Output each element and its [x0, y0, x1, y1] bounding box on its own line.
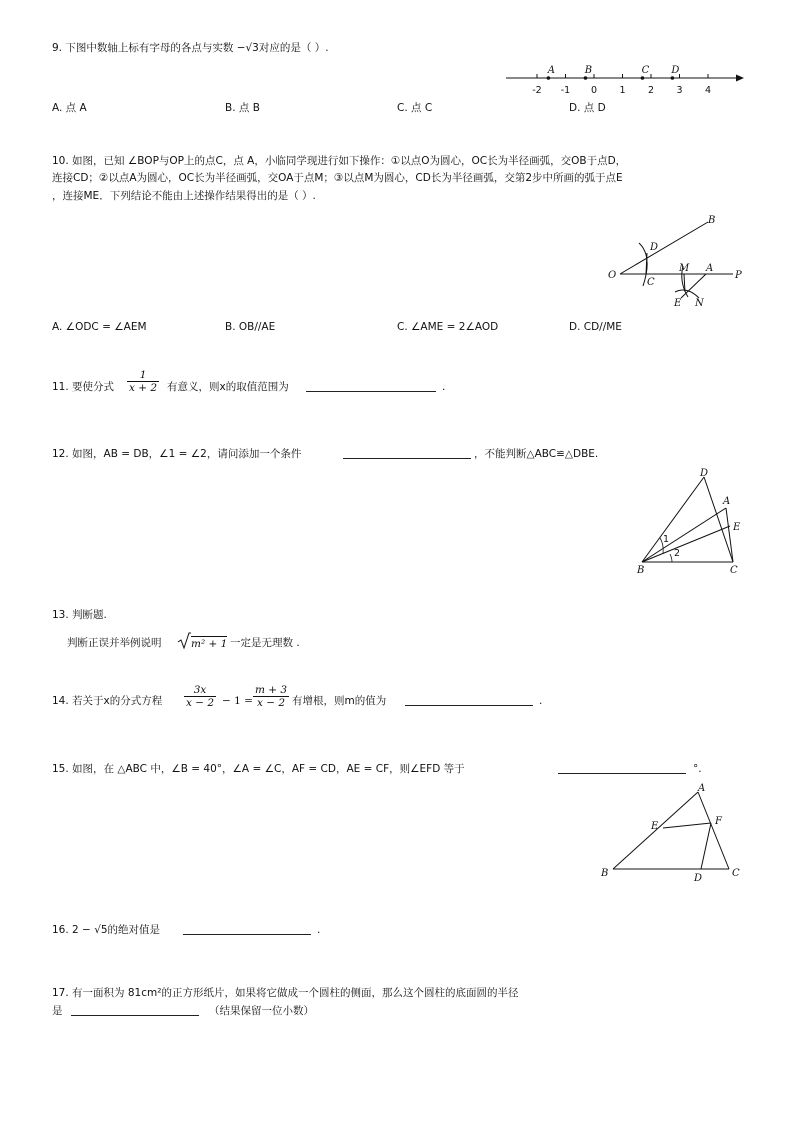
q17-line2-suffix: （结果保留一位小数） — [209, 1005, 314, 1017]
q12-suffix: ，不能判断△ABC≌△DBE. — [474, 448, 599, 460]
q15-label-a: A — [698, 783, 706, 794]
q17-line2-prefix: 是 — [52, 1005, 63, 1017]
q10-line3: ，连接ME．下列结论不能由上述操作结果得出的是（ ）. — [52, 190, 316, 202]
q15-label-d: D — [694, 873, 703, 884]
q14-numerator-left: 3x — [193, 684, 207, 696]
q11-suffix: 有意义，则x的取值范围为 — [167, 381, 289, 393]
q9-point-label-c: C — [641, 65, 650, 76]
q16-prefix: 16. 2 − √5的绝对值是 — [52, 924, 161, 936]
q12-figure — [634, 468, 754, 578]
q9-point-d — [671, 76, 675, 80]
q9-point-label-d: D — [671, 65, 680, 76]
q10-label-e: E — [674, 298, 682, 309]
q12-label-e: E — [733, 522, 741, 533]
q10-label-o: O — [608, 270, 617, 281]
q9-axis-tick-label: 4 — [704, 85, 712, 96]
q12-label-c: C — [730, 565, 738, 576]
q10-label-d: D — [650, 242, 659, 253]
q10-option-d[interactable]: D. CD//ME — [569, 321, 622, 333]
q14-numerator-right: m + 3 — [255, 684, 288, 696]
q9-point-b — [584, 76, 588, 80]
q10-figure — [605, 214, 765, 314]
q9-option-a[interactable]: A. 点 A — [52, 102, 87, 114]
q11-end: . — [442, 381, 446, 393]
q9-number-line — [500, 62, 750, 98]
q11-prefix: 11. 要使分式 — [52, 381, 115, 393]
q12-label-a: A — [723, 496, 731, 507]
q10-label-m: M — [679, 263, 690, 274]
q16-answer-blank[interactable] — [183, 922, 311, 935]
q11-answer-blank[interactable] — [306, 379, 436, 392]
q14-answer-blank[interactable] — [405, 693, 533, 706]
q15-label-b: B — [601, 868, 609, 879]
q15-label-f: F — [715, 816, 722, 827]
q17-answer-blank[interactable] — [71, 1003, 199, 1016]
q14-middle: − 1 = — [222, 695, 253, 707]
q12-label-b: B — [637, 565, 645, 576]
q12-label-1: 1 — [663, 534, 670, 545]
q14-fraction-right — [253, 684, 289, 709]
q10-label-c: C — [647, 277, 655, 288]
q9-axis-tick-label: 3 — [676, 85, 683, 96]
q10-option-c[interactable]: C. ∠AME = 2∠AOD — [397, 321, 499, 333]
q15-end: °. — [693, 763, 702, 775]
q13-radicand: m² + 1 — [191, 638, 228, 650]
q15-label-c: C — [732, 868, 740, 879]
q15-label-e: E — [651, 821, 659, 832]
q9-text: 9. 下图中数轴上标有字母的各点与实数 −√3对应的是（ ）. — [52, 42, 329, 54]
q10-line2: 连接CD；②以点A为圆心，OC长为半径画弧，交OA于点M；③以点M为圆心，CD长为半径画弧，交第2步中所画的弧于点E — [52, 172, 623, 184]
q9-option-d[interactable]: D. 点 D — [569, 102, 606, 114]
q14-suffix: 有增根，则m的值为 — [292, 695, 387, 707]
q10-line1: 10. 如图，已知 ∠BOP与OP上的点C，点 A，小临同学现进行如下操作：①以点O为圆心，OC长为半径画弧，交OB于点D， — [52, 155, 627, 167]
q15-answer-blank[interactable] — [558, 761, 686, 774]
q15-figure — [598, 782, 748, 882]
q9-axis-tick-label: 1 — [619, 85, 626, 96]
q9-point-label-b: B — [584, 65, 593, 76]
q9-axis-tick-label: 0 — [590, 85, 598, 96]
q13-body-suffix: 一定是无理数 . — [230, 637, 300, 649]
q17-line1: 17. 有一面积为 81cm²的正方形纸片，如果将它做成一个圆柱的侧面，那么这个圆柱的底面圆的半径 — [52, 987, 519, 999]
q14-prefix: 14. 若关于x的分式方程 — [52, 695, 163, 707]
q9-option-c[interactable]: C. 点 C — [397, 102, 433, 114]
q14-end: . — [539, 695, 543, 707]
q10-label-p: P — [735, 270, 742, 281]
q14-denominator-right: x − 2 — [257, 697, 286, 709]
q9-axis-tick-label: 2 — [647, 85, 655, 96]
q10-label-a: A — [706, 263, 714, 274]
q10-label-b: B — [708, 215, 716, 226]
q11-numerator: 1 — [139, 369, 147, 381]
q10-label-n: N — [695, 298, 704, 309]
q16-end: . — [317, 924, 321, 936]
q12-prefix: 12. 如图，AB = DB，∠1 = ∠2，请问添加一个条件 — [52, 448, 302, 460]
q9-point-label-a: A — [547, 65, 556, 76]
q12-answer-blank[interactable] — [343, 446, 471, 459]
radical-sign-icon — [177, 632, 191, 650]
q13-body-prefix: 判断正误并举例说明 — [67, 637, 162, 649]
q15-text: 15. 如图，在 △ABC 中，∠B = 40°，∠A = ∠C，AF = CD，AE = CF，则∠EFD 等于 — [52, 763, 465, 775]
q12-label-d: D — [700, 468, 709, 479]
q12-label-2: 2 — [674, 548, 681, 559]
q13-title: 13. 判断题. — [52, 609, 107, 621]
q10-option-b[interactable]: B. OB//AE — [225, 321, 276, 333]
q11-denominator: x + 2 — [129, 382, 158, 394]
q9-option-b[interactable]: B. 点 B — [225, 102, 260, 114]
q9-point-a — [547, 76, 551, 80]
q10-option-a[interactable]: A. ∠ODC = ∠AEM — [52, 321, 147, 333]
q14-denominator-left: x − 2 — [186, 697, 215, 709]
q14-fraction-left — [184, 684, 216, 709]
q9-axis-tick-label: -1 — [560, 85, 571, 96]
q9-axis-tick-label: -2 — [532, 85, 542, 96]
q11-fraction — [127, 369, 159, 394]
q9-point-c — [641, 76, 645, 80]
